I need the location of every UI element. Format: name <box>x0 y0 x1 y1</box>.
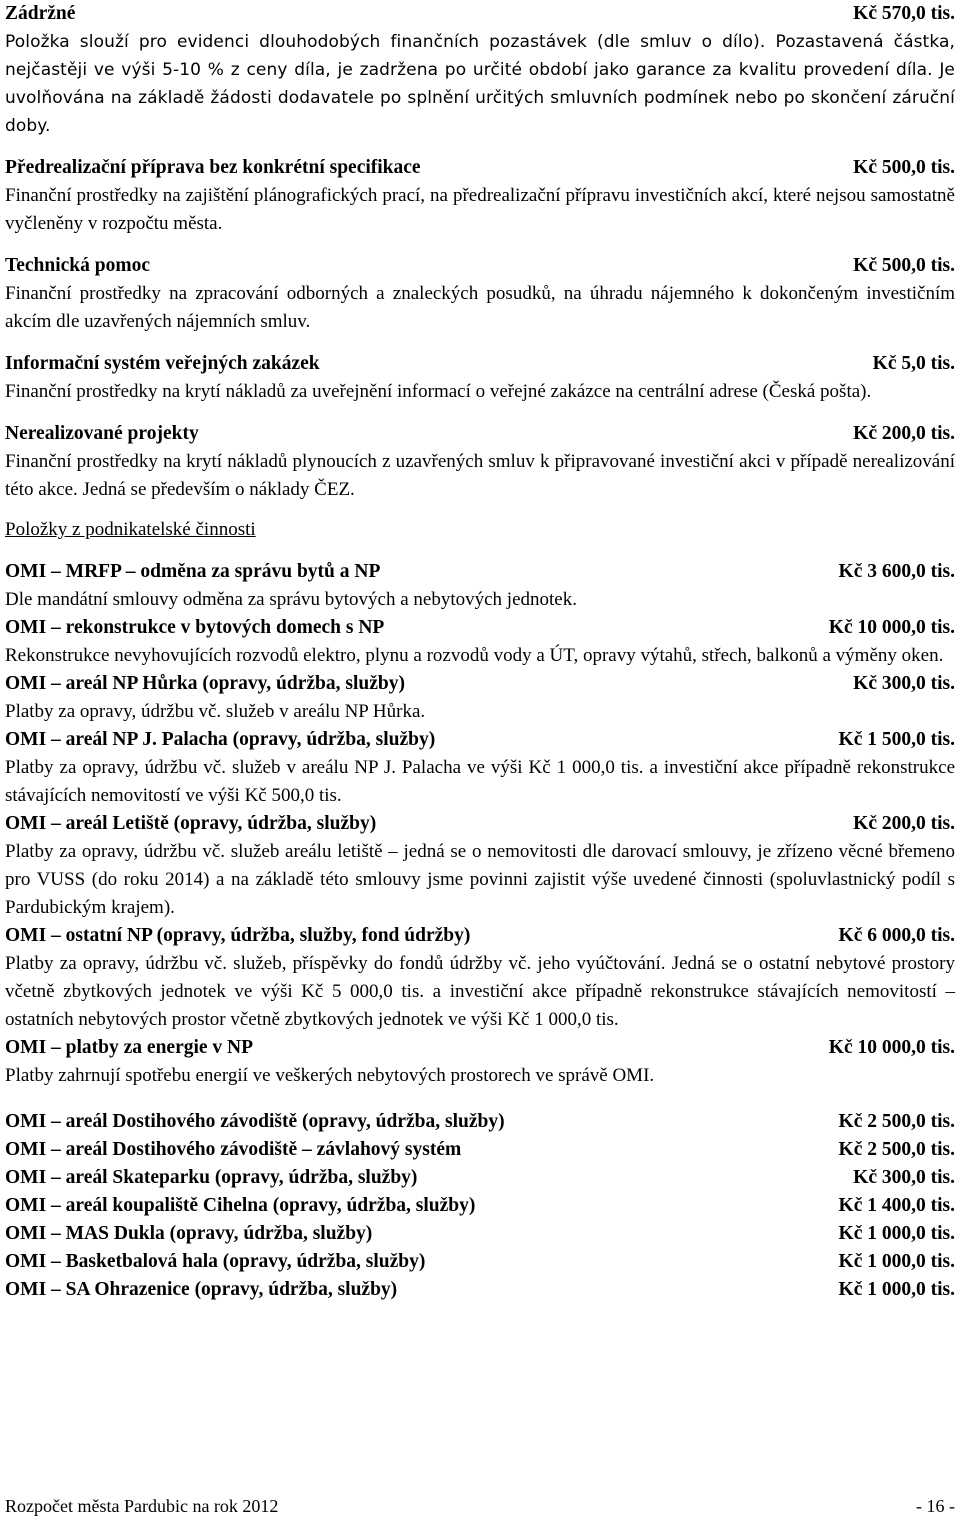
item-amount: Kč 10 000,0 tis. <box>828 1037 955 1058</box>
item-title: OMI – areál NP J. Palacha (opravy, údržba, služby) <box>5 729 436 750</box>
item-title: OMI – areál Letiště (opravy, údržba, služby) <box>5 813 377 834</box>
item-amount: Kč 1 000,0 tis. <box>838 1223 955 1244</box>
document-page <box>5 0 955 1304</box>
budget-item-nerealizovane-projekty <box>5 420 955 504</box>
item-description: Platby za opravy, údržbu vč. služeb v areálu NP Hůrka. <box>5 701 426 722</box>
section-title: Položky z podnikatelské činnosti <box>5 519 256 540</box>
item-amount: Kč 300,0 tis. <box>853 673 955 694</box>
item-heading <box>5 614 955 642</box>
item-title: Informační systém veřejných zakázek <box>5 353 320 374</box>
item-title: OMI – rekonstrukce v bytových domech s NP <box>5 617 385 638</box>
item-title: OMI – Basketbalová hala (opravy, údržba, služby) <box>5 1251 426 1272</box>
item-description: Platby za opravy, údržbu vč. služeb, příspěvky do fondů údržby vč. jeho vyúčtování. Jedná se o ostatní nebytové prostory včetně zbytkových jednotek ve výši Kč 5 000,0 tis. a investiční akce případně rekonstrukce stávajících nemovitostí – ostatních nebytových prostor včetně zbytkových jednotek ve výši Kč 1 000,0 tis. <box>5 953 955 1030</box>
item-amount: Kč 2 500,0 tis. <box>838 1111 955 1132</box>
item-amount: Kč 300,0 tis. <box>853 1167 955 1188</box>
list-item <box>5 1248 955 1276</box>
footer-document-title: Rozpočet města Pardubic na rok 2012 <box>5 1496 279 1516</box>
budget-item-predrealizacni-priprava <box>5 154 955 238</box>
item-description: Finanční prostředky na krytí nákladů plynoucích z uzavřených smluv k připravované investiční akci v případě nerealizování této akce. Jedná se především o náklady ČEZ. <box>5 451 955 500</box>
list-item <box>5 1108 955 1136</box>
item-title: Zádržné <box>5 3 76 24</box>
business-item <box>5 922 955 1034</box>
item-description: Dle mandátní smlouvy odměna za správu bytových a nebytových jednotek. <box>5 589 577 610</box>
business-item <box>5 726 955 810</box>
item-description: Finanční prostředky na zpracování odborných a znaleckých posudků, na úhradu nájemného k dokončeným investičním akcím dle uzavřených nájemních smluv. <box>5 283 955 332</box>
item-title: Nerealizované projekty <box>5 423 199 444</box>
budget-item-technicka-pomoc <box>5 252 955 336</box>
item-title: OMI – MAS Dukla (opravy, údržba, služby) <box>5 1223 373 1244</box>
budget-item-informacni-system <box>5 350 955 406</box>
business-item <box>5 1034 955 1090</box>
business-item <box>5 810 955 922</box>
item-heading <box>5 0 955 28</box>
item-amount: Kč 1 000,0 tis. <box>838 1251 955 1272</box>
item-description: Rekonstrukce nevyhovujících rozvodů elektro, plynu a rozvodů vody a ÚT, opravy výtahů, střech, balkonů a výměny oken. <box>5 645 944 666</box>
item-amount: Kč 570,0 tis. <box>853 3 955 24</box>
item-heading <box>5 726 955 754</box>
item-description: Finanční prostředky na krytí nákladů za uveřejnění informací o veřejné zakázce na centrální adrese (Česká pošta). <box>5 381 872 402</box>
item-heading <box>5 670 955 698</box>
item-amount: Kč 6 000,0 tis. <box>838 925 955 946</box>
item-title: Technická pomoc <box>5 255 151 276</box>
budget-item-zadrzne <box>5 0 955 140</box>
item-description: Platby zahrnují spotřebu energií ve veškerých nebytových prostorech ve správě OMI. <box>5 1065 655 1086</box>
item-heading <box>5 252 955 280</box>
item-title: OMI – areál NP Hůrka (opravy, údržba, služby) <box>5 673 405 694</box>
item-description-part: Je uvolňována na základě žádosti dodavatele po splnění určitých smluvních podmínek nebo po skončení záruční doby. <box>5 60 955 136</box>
list-item <box>5 1136 955 1164</box>
item-heading <box>5 1034 955 1062</box>
business-item <box>5 670 955 726</box>
page-footer <box>5 1494 955 1518</box>
item-title: OMI – areál Dostihového závodiště (opravy, údržba, služby) <box>5 1111 505 1132</box>
business-item <box>5 614 955 670</box>
list-item <box>5 1276 955 1304</box>
item-description: Platby za opravy, údržbu vč. služeb areálu letiště – jedná se o nemovitosti dle darovací smlouvy, je zřízeno věcné břemeno pro VUSS (do roku 2014) a na základě této smlouvy jsme povinni zajistit výše uvedené činnosti (spoluvlastnický podíl s Pardubickým krajem). <box>5 841 955 918</box>
business-item <box>5 558 955 614</box>
item-amount: Kč 1 400,0 tis. <box>838 1195 955 1216</box>
list-item <box>5 1164 955 1192</box>
item-title: OMI – ostatní NP (opravy, údržba, služby, fond údržby) <box>5 925 471 946</box>
item-heading <box>5 922 955 950</box>
item-amount: Kč 2 500,0 tis. <box>838 1139 955 1160</box>
item-heading <box>5 558 955 586</box>
item-title: OMI – platby za energie v NP <box>5 1037 254 1058</box>
item-amount: Kč 500,0 tis. <box>853 255 955 276</box>
list-item <box>5 1220 955 1248</box>
item-amount: Kč 3 600,0 tis. <box>838 561 955 582</box>
item-heading <box>5 350 955 378</box>
item-amount: Kč 200,0 tis. <box>853 813 955 834</box>
item-title: OMI – MRFP – odměna za správu bytů a NP <box>5 561 381 582</box>
item-title: OMI – areál Skateparku (opravy, údržba, služby) <box>5 1167 418 1188</box>
item-title: OMI – areál koupaliště Cihelna (opravy, údržba, služby) <box>5 1195 476 1216</box>
item-description: Platby za opravy, údržbu vč. služeb v areálu NP J. Palacha ve výši Kč 1 000,0 tis. a investiční akce případně rekonstrukce stávajících nemovitostí ve výši Kč 500,0 tis. <box>5 757 955 806</box>
item-title: OMI – areál Dostihového závodiště – závlahový systém <box>5 1139 462 1160</box>
item-amount: Kč 1 000,0 tis. <box>838 1279 955 1300</box>
item-amount: Kč 1 500,0 tis. <box>838 729 955 750</box>
list-item <box>5 1192 955 1220</box>
item-amount: Kč 5,0 tis. <box>872 353 955 374</box>
item-description <box>5 28 955 140</box>
item-amount: Kč 500,0 tis. <box>853 157 955 178</box>
page-number: - 16 - <box>916 1496 955 1516</box>
item-amount: Kč 200,0 tis. <box>853 423 955 444</box>
item-heading <box>5 810 955 838</box>
facility-list <box>5 1108 955 1304</box>
item-heading <box>5 420 955 448</box>
item-description-part-sans: Položka slouží pro evidenci dlouhodobých finančních pozastávek (dle smluv o dílo). Pozastavená částka, nejčastěji ve výši 5-10 % z ceny díla, je zadržena po určité období jako garance za kvalitu provedení díla. <box>5 32 955 80</box>
item-title: OMI – SA Ohrazenice (opravy, údržba, služby) <box>5 1279 398 1300</box>
item-title: Předrealizační příprava bez konkrétní specifikace <box>5 157 421 178</box>
item-heading <box>5 154 955 182</box>
item-amount: Kč 10 000,0 tis. <box>828 617 955 638</box>
item-description: Finanční prostředky na zajištění plánografických prací, na předrealizační přípravu investičních akcí, které nejsou samostatně vyčleněny v rozpočtu města. <box>5 185 955 234</box>
